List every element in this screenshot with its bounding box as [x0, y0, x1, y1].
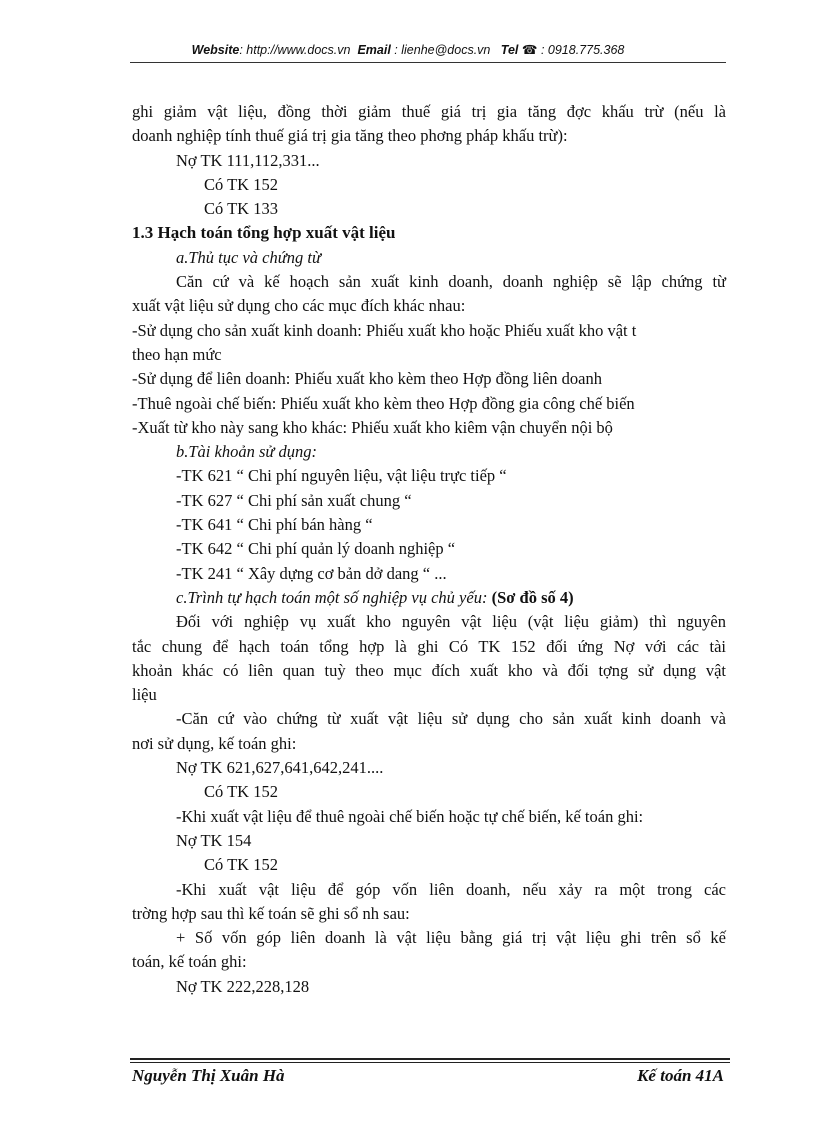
text-line: ghi giảm vật liệu, đồng thời giảm thuế giá trị gia tăng đợc khấu trừ (nếu là	[132, 102, 726, 121]
footer-rule	[130, 1062, 730, 1063]
text-line: doanh nghiệp tính thuế giá trị gia tăng theo phơng pháp khấu trừ):	[132, 126, 568, 146]
text-line: -Sử dụng cho sản xuất kinh doanh: Phiếu xuất kho hoặc Phiếu xuất kho vật t	[132, 320, 637, 340]
phone-icon: ☎	[521, 43, 538, 57]
text-line: -TK 641 “ Chi phí bán hàng “	[176, 515, 373, 535]
text-line: -TK 642 “ Chi phí quản lý doanh nghiệp “	[176, 539, 456, 559]
diagram-reference: (Sơ đồ số 4)	[491, 587, 574, 607]
text-line: -Căn cứ vào chứng từ xuất vật liệu sử dụng cho sản xuất kinh doanh và	[176, 709, 726, 729]
text-line: Nợ TK 621,627,641,642,241....	[176, 758, 384, 778]
subsection-title: c.Trình tự hạch toán một số nghiệp vụ chủ yếu:	[176, 587, 488, 607]
text-line: theo hạn mức	[132, 344, 222, 364]
text-line: nơi sử dụng, kế toán ghi:	[132, 733, 297, 753]
footer-author: Nguyễn Thị Xuân Hà	[132, 1066, 285, 1085]
text-line: Nợ TK 111,112,331...	[176, 150, 320, 170]
text-line: Có TK 152	[204, 174, 278, 194]
text-line: -Khi xuất vật liệu để góp vốn liên doanh, nếu xảy ra một trong các	[176, 879, 726, 899]
email-label: Email	[357, 43, 391, 57]
subsection-heading	[132, 586, 726, 610]
text-line: xuất vật liệu sử dụng cho các mục đích khác nhau:	[132, 296, 466, 316]
text-line: khoản khác có liên quan tuỳ theo mục đích xuất kho và đối tợng sử dụng vật	[132, 660, 726, 680]
page-header	[0, 42, 816, 57]
text-line: Có TK 152	[204, 782, 278, 802]
section-heading: 1.3 Hạch toán tổng hợp xuất vật liệu	[132, 223, 396, 243]
subsection-heading: b.Tài khoản sử dụng:	[176, 442, 317, 462]
header-rule	[130, 62, 726, 63]
footer-class: Kế toán 41A	[637, 1066, 724, 1085]
document-body	[132, 100, 726, 999]
text-line: -Sử dụng để liên doanh: Phiếu xuất kho kèm theo Hợp đồng liên doanh	[132, 369, 602, 389]
text-line: Căn cứ và kế hoạch sản xuất kinh doanh, doanh nghiệp sẽ lập chứng từ	[176, 272, 726, 292]
tel-value: : 0918.775.368	[540, 43, 625, 57]
text-line: Có TK 133	[204, 199, 278, 219]
text-line: toán, kế toán ghi:	[132, 952, 247, 972]
footer-rule	[130, 1058, 730, 1060]
text-line: trờng hợp sau thì kế toán sẽ ghi sổ nh sau:	[132, 903, 410, 923]
subsection-heading: a.Thủ tục và chứng từ	[176, 247, 321, 267]
tel-label: Tel	[500, 43, 519, 57]
website-value: : http://www.docs.vn	[239, 43, 351, 57]
text-line: -TK 621 “ Chi phí nguyên liệu, vật liệu trực tiếp “	[176, 466, 507, 486]
text-line: -Khi xuất vật liệu để thuê ngoài chế biến hoặc tự chế biến, kế toán ghi:	[176, 806, 644, 826]
text-line: -Thuê ngoài chế biến: Phiếu xuất kho kèm theo Hợp đồng gia công chế biến	[132, 393, 635, 413]
website-label: Website	[191, 43, 240, 57]
text-line: Có TK 152	[204, 855, 278, 875]
text-line: + Số vốn góp liên doanh là vật liệu bằng giá trị vật liệu ghi trên sổ kế	[176, 928, 726, 948]
text-line: -TK 241 “ Xây dựng cơ bản dở dang “ ...	[176, 563, 447, 583]
text-line: Nợ TK 222,228,128	[176, 976, 310, 996]
text-line: Nợ TK 154	[176, 830, 252, 850]
text-line: -TK 627 “ Chi phí sản xuất chung “	[176, 490, 412, 510]
email-value: : lienhe@docs.vn	[394, 43, 491, 57]
text-line: Đối với nghiệp vụ xuất kho nguyên vật liệu (vật liệu giảm) thì nguyên	[176, 612, 726, 632]
text-line: -Xuất từ kho này sang kho khác: Phiếu xuất kho kiêm vận chuyển nội bộ	[132, 417, 613, 437]
text-line: liệu	[132, 685, 157, 705]
text-line: tắc chung để hạch toán tổng hợp là ghi Có TK 152 đối ứng Nợ với các tài	[132, 636, 726, 656]
